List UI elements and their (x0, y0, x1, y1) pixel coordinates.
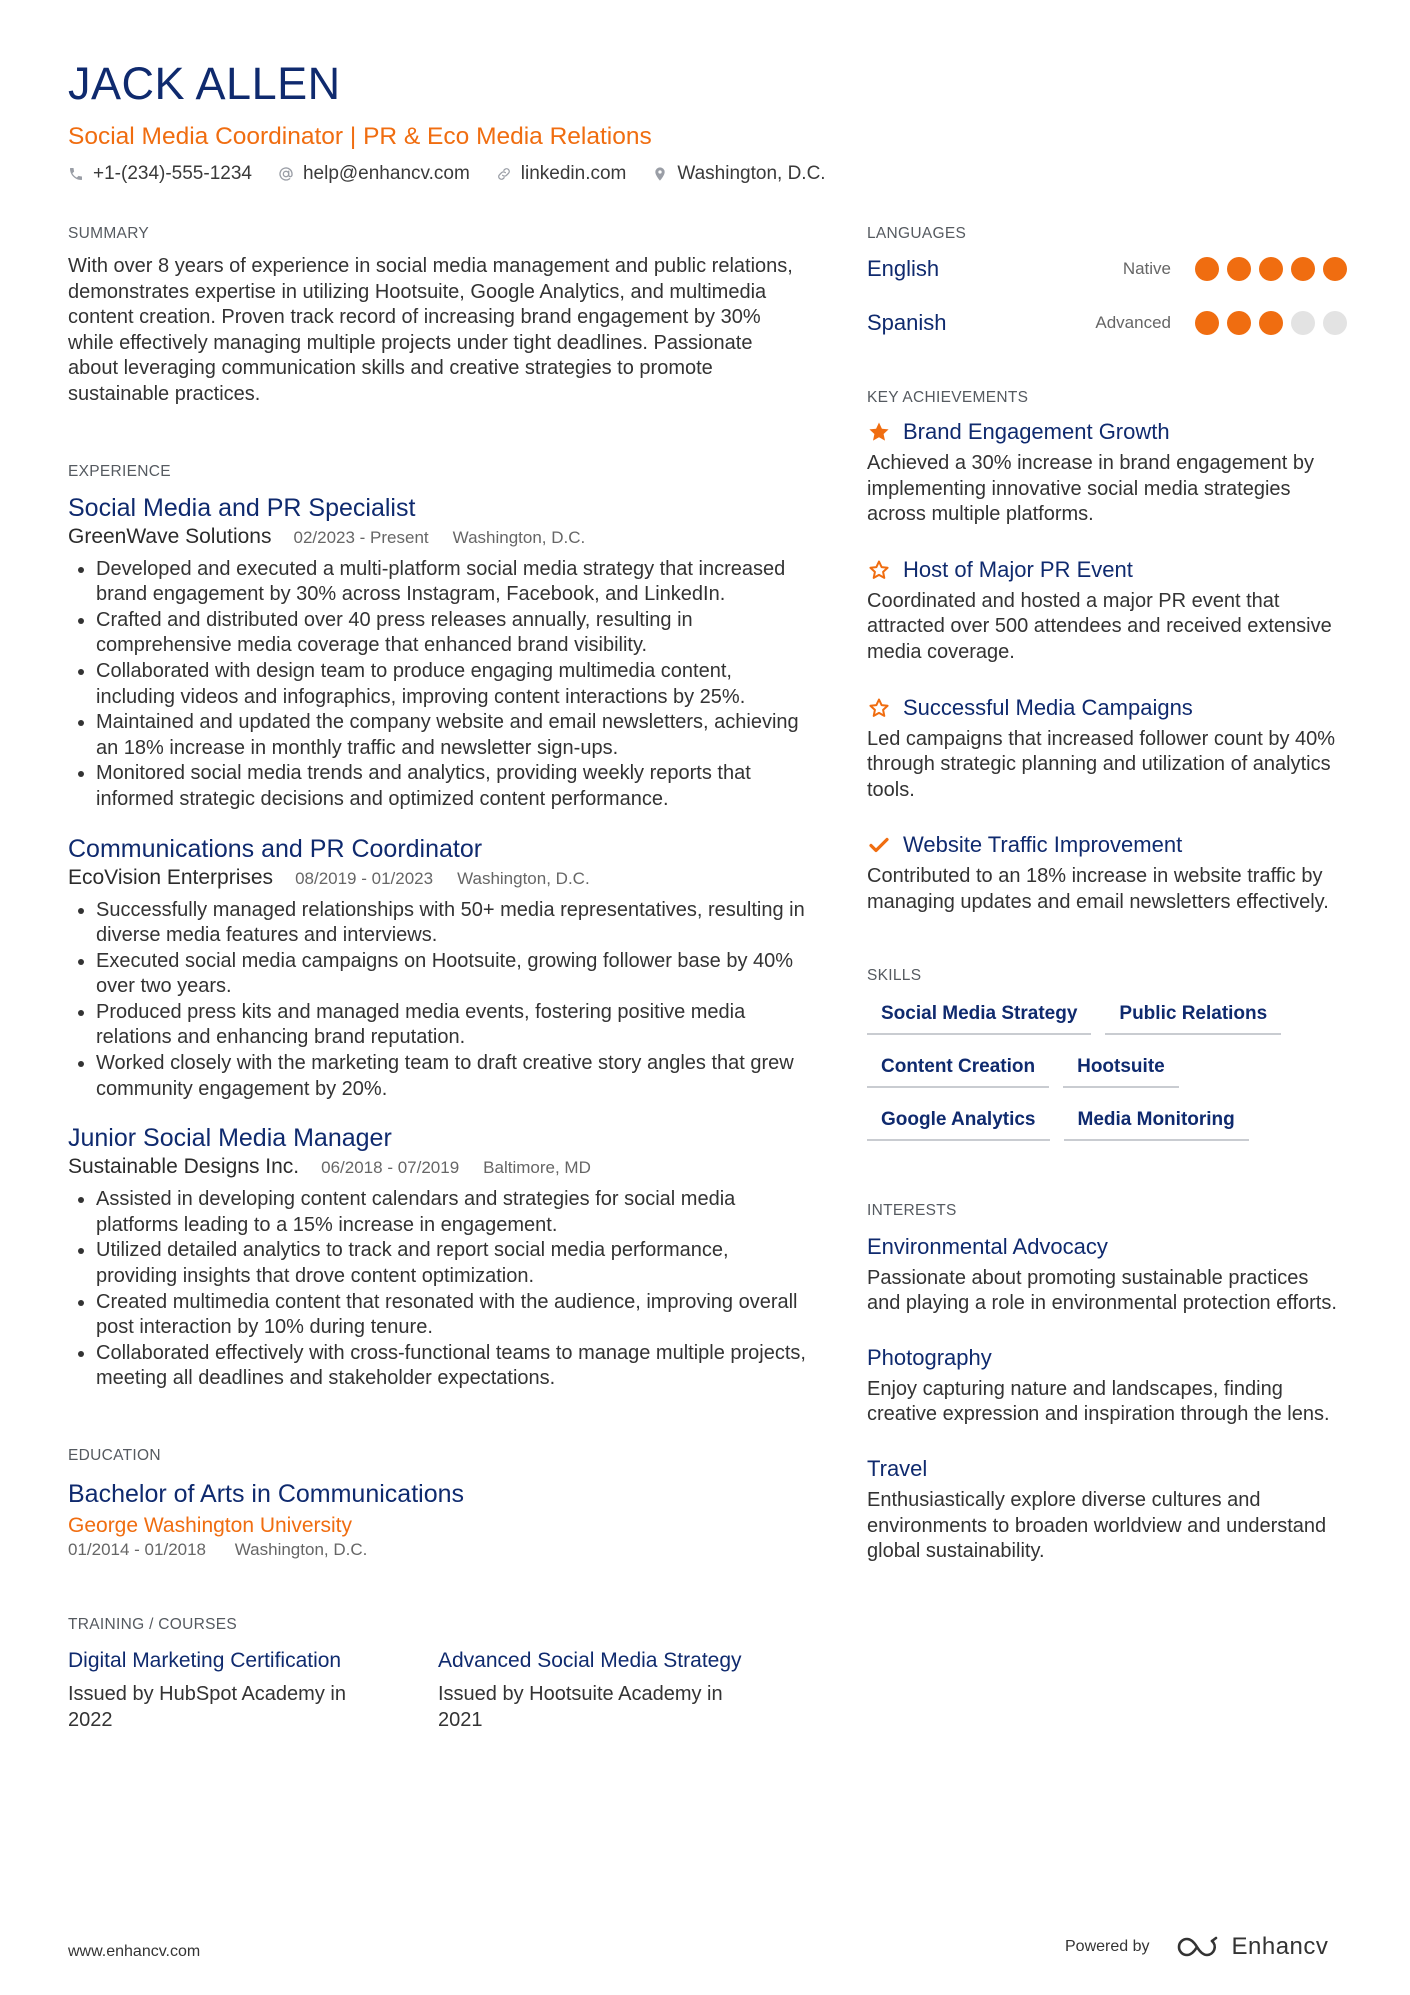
skill-tag: Hootsuite (1063, 1051, 1179, 1088)
education-section (68, 1446, 808, 1561)
star-outline-icon (867, 696, 891, 720)
interests-section (867, 1201, 1347, 1565)
achievement-desc: Coordinated and hosted a major PR event that attracted over 500 attendees and received extensive media coverage. (867, 589, 1332, 663)
interest-title: Environmental Advocacy (867, 1233, 1108, 1259)
skill-tag: Social Media Strategy (867, 998, 1091, 1035)
contact-email-text: help@enhancv.com (302, 163, 470, 184)
job-location: Washington, D.C. (457, 868, 590, 888)
language-proficiency (1095, 311, 1347, 335)
bullet-item: Successfully managed relationships with 50+ media representatives, resulting in diverse media features and interviews. (68, 898, 808, 949)
footer-branding (1065, 1933, 1328, 1961)
experience-item (68, 1122, 808, 1392)
achievements-section (867, 388, 1347, 916)
contact-linkedin[interactable] (496, 163, 627, 185)
job-meta (68, 865, 808, 892)
achievement-desc: Contributed to an 18% increase in website traffic by managing updates and email newsletters effectively. (867, 865, 1329, 913)
phone-icon (68, 166, 84, 182)
summary-text: With over 8 years of experience in social media management and public relations, demonstrates expertise in utilizing Hootsuite, Google Analytics, and multimedia content creation. Proven track record of increasing brand engagement by 30% while effectively managing multiple projects under tight deadlines. Passionate about leveraging communication skills and creative strategies to promote sustainable practices. (68, 255, 793, 405)
interest-title: Photography (867, 1344, 992, 1370)
achievement-title: Host of Major PR Event (903, 556, 1133, 582)
achievement-title: Brand Engagement Growth (903, 419, 1170, 444)
rating-dots (1187, 257, 1347, 281)
skill-list (867, 998, 1347, 1157)
achievement-item (867, 831, 1347, 915)
course-item (438, 1647, 754, 1733)
rating-dot-filled (1323, 257, 1347, 281)
job-title: Junior Social Media Manager (68, 1124, 392, 1153)
course-item (68, 1647, 384, 1733)
language-row (867, 254, 1347, 284)
star-filled-icon (867, 420, 891, 444)
experience-item (68, 492, 808, 813)
education-dates: 01/2014 - 01/2018 (68, 1540, 207, 1559)
course-issuer: Issued by HubSpot Academy in 2022 (68, 1683, 346, 1731)
candidate-name: JACK ALLEN (68, 58, 341, 109)
summary-section (68, 224, 808, 408)
achievement-item (867, 694, 1347, 804)
resume-header (68, 58, 1348, 185)
brand-logo[interactable] (1176, 1933, 1329, 1961)
section-title-training: TRAINING / COURSES (68, 1616, 238, 1633)
job-dates: 06/2018 - 07/2019 (321, 1158, 460, 1178)
bullet-item: Collaborated with design team to produce engaging multimedia content, including videos and infographics, improving content interactions by 25%. (68, 659, 808, 710)
bullet-item: Produced press kits and managed media events, fostering positive media relations and enhancing brand reputation. (68, 1000, 808, 1051)
rating-dot-filled (1259, 311, 1283, 335)
achievement-title: Successful Media Campaigns (903, 694, 1193, 720)
achievement-desc: Led campaigns that increased follower count by 40% through strategic planning and utilization of analytics tools. (867, 727, 1336, 801)
language-row (867, 308, 1347, 338)
interest-item (867, 1233, 1347, 1317)
contact-phone[interactable] (68, 163, 252, 185)
language-level: Advanced (1095, 313, 1171, 332)
education-location: Washington, D.C. (234, 1540, 368, 1559)
contact-email[interactable] (278, 163, 470, 185)
rating-dot-filled (1227, 257, 1251, 281)
right-column (867, 224, 1347, 1565)
at-icon (278, 166, 294, 182)
bullet-item: Maintained and updated the company website and email newsletters, achieving an 18% increase in monthly traffic and newsletter sign-ups. (68, 710, 808, 761)
bullet-item: Worked closely with the marketing team to draft creative story angles that grew community engagement by 20%. (68, 1051, 808, 1102)
job-meta (68, 524, 808, 551)
achievement-item (867, 418, 1347, 528)
interest-desc: Enthusiastically explore diverse cultures and environments to broaden worldview and understand global sustainability. (867, 1488, 1327, 1563)
job-title: Communications and PR Coordinator (68, 834, 483, 863)
location-pin-icon (652, 166, 668, 182)
skill-tag: Google Analytics (867, 1104, 1050, 1141)
skill-tag: Public Relations (1105, 998, 1281, 1035)
course-title: Digital Marketing Certification (68, 1649, 342, 1672)
course-title: Advanced Social Media Strategy (438, 1649, 742, 1672)
job-location: Baltimore, MD (483, 1158, 591, 1178)
company-name: EcoVision Enterprises (68, 865, 274, 889)
rating-dot-filled (1259, 257, 1283, 281)
language-name: Spanish (867, 310, 947, 335)
job-bullets (68, 1187, 808, 1392)
enhancv-logo-icon (1176, 1934, 1222, 1960)
star-outline-icon (867, 558, 891, 582)
contact-phone-text: +1-(234)-555-1234 (93, 163, 252, 184)
experience-item (68, 833, 808, 1103)
rating-dots (1187, 311, 1347, 335)
section-title-education: EDUCATION (68, 1447, 161, 1464)
candidate-role: Social Media Coordinator | PR & Eco Media Relations (68, 123, 652, 150)
section-title-interests: INTERESTS (867, 1201, 957, 1219)
bullet-item: Created multimedia content that resonated with the audience, improving overall post interaction by 10% during tenure. (68, 1290, 808, 1341)
bullet-item: Collaborated effectively with cross-functional teams to manage multiple projects, meeting all deadlines and stakeholder expectations. (68, 1341, 808, 1392)
link-icon (496, 166, 512, 182)
checkmark-icon (867, 833, 891, 857)
job-bullets (68, 898, 808, 1103)
rating-dot-empty (1323, 311, 1347, 335)
section-title-skills: SKILLS (867, 966, 922, 984)
bullet-item: Monitored social media trends and analytics, providing weekly reports that informed strategic decisions and optimized content performance. (68, 761, 808, 812)
bullet-item: Utilized detailed analytics to track and report social media performance, providing insights that drove content optimization. (68, 1238, 808, 1289)
language-level: Native (1122, 259, 1171, 278)
bullet-item: Assisted in developing content calendars and strategies for social media platforms leading to a 15% increase in engagement. (68, 1187, 808, 1238)
education-meta (68, 1539, 808, 1561)
rating-dot-filled (1227, 311, 1251, 335)
language-name: English (867, 256, 940, 281)
job-location: Washington, D.C. (452, 527, 586, 547)
interest-desc: Passionate about promoting sustainable practices and playing a role in environmental protection efforts. (867, 1266, 1337, 1315)
powered-by-label: Powered by (1065, 1938, 1150, 1955)
contact-location-text: Washington, D.C. (677, 163, 826, 184)
interest-title: Travel (867, 1455, 928, 1481)
section-title-summary: SUMMARY (68, 225, 150, 242)
achievement-desc: Achieved a 30% increase in brand engagement by implementing innovative social media strategies across multiple platforms. (867, 452, 1314, 526)
skill-tag: Content Creation (867, 1051, 1049, 1088)
job-meta (68, 1154, 808, 1181)
footer-website[interactable]: www.enhancv.com (68, 1943, 201, 1960)
achievement-item (867, 556, 1347, 666)
left-column (68, 224, 808, 1733)
school-name: George Washington University (68, 1514, 353, 1537)
rating-dot-filled (1291, 257, 1315, 281)
interest-item (867, 1455, 1347, 1565)
degree-title: Bachelor of Arts in Communications (68, 1480, 465, 1508)
company-name: GreenWave Solutions (68, 524, 272, 548)
bullet-item: Crafted and distributed over 40 press releases annually, resulting in comprehensive media coverage that enhanced brand visibility. (68, 608, 808, 659)
job-dates: 02/2023 - Present (293, 527, 429, 547)
rating-dot-filled (1195, 257, 1219, 281)
interest-desc: Enjoy capturing nature and landscapes, finding creative expression and inspiration through the lens. (867, 1377, 1330, 1426)
company-name: Sustainable Designs Inc. (68, 1155, 300, 1179)
contact-location (652, 163, 825, 185)
course-issuer: Issued by Hootsuite Academy in 2021 (438, 1683, 723, 1731)
job-bullets (68, 557, 808, 813)
section-title-achievements: KEY ACHIEVEMENTS (867, 389, 1029, 406)
rating-dot-empty (1291, 311, 1315, 335)
job-dates: 08/2019 - 01/2023 (295, 868, 434, 888)
language-proficiency (1123, 257, 1347, 281)
section-title-languages: LANGUAGES (867, 225, 967, 242)
course-list (68, 1647, 808, 1733)
training-section (68, 1615, 808, 1733)
interest-item (867, 1344, 1347, 1428)
job-title: Social Media and PR Specialist (68, 493, 416, 522)
contact-linkedin-text: linkedin.com (520, 163, 627, 184)
bullet-item: Executed social media campaigns on Hootsuite, growing follower base by 40% over two years. (68, 949, 808, 1000)
bullet-item: Developed and executed a multi-platform social media strategy that increased brand engagement by 30% across Instagram, Facebook, and LinkedIn. (68, 557, 808, 608)
contact-bar (68, 163, 1348, 185)
skills-section (867, 966, 1347, 1157)
skill-tag: Media Monitoring (1064, 1104, 1249, 1141)
languages-section (867, 224, 1347, 338)
rating-dot-filled (1195, 311, 1219, 335)
section-title-experience: EXPERIENCE (68, 462, 171, 480)
achievement-title: Website Traffic Improvement (903, 832, 1183, 858)
brand-name: Enhancv (1231, 1933, 1329, 1960)
experience-section (68, 462, 808, 1392)
